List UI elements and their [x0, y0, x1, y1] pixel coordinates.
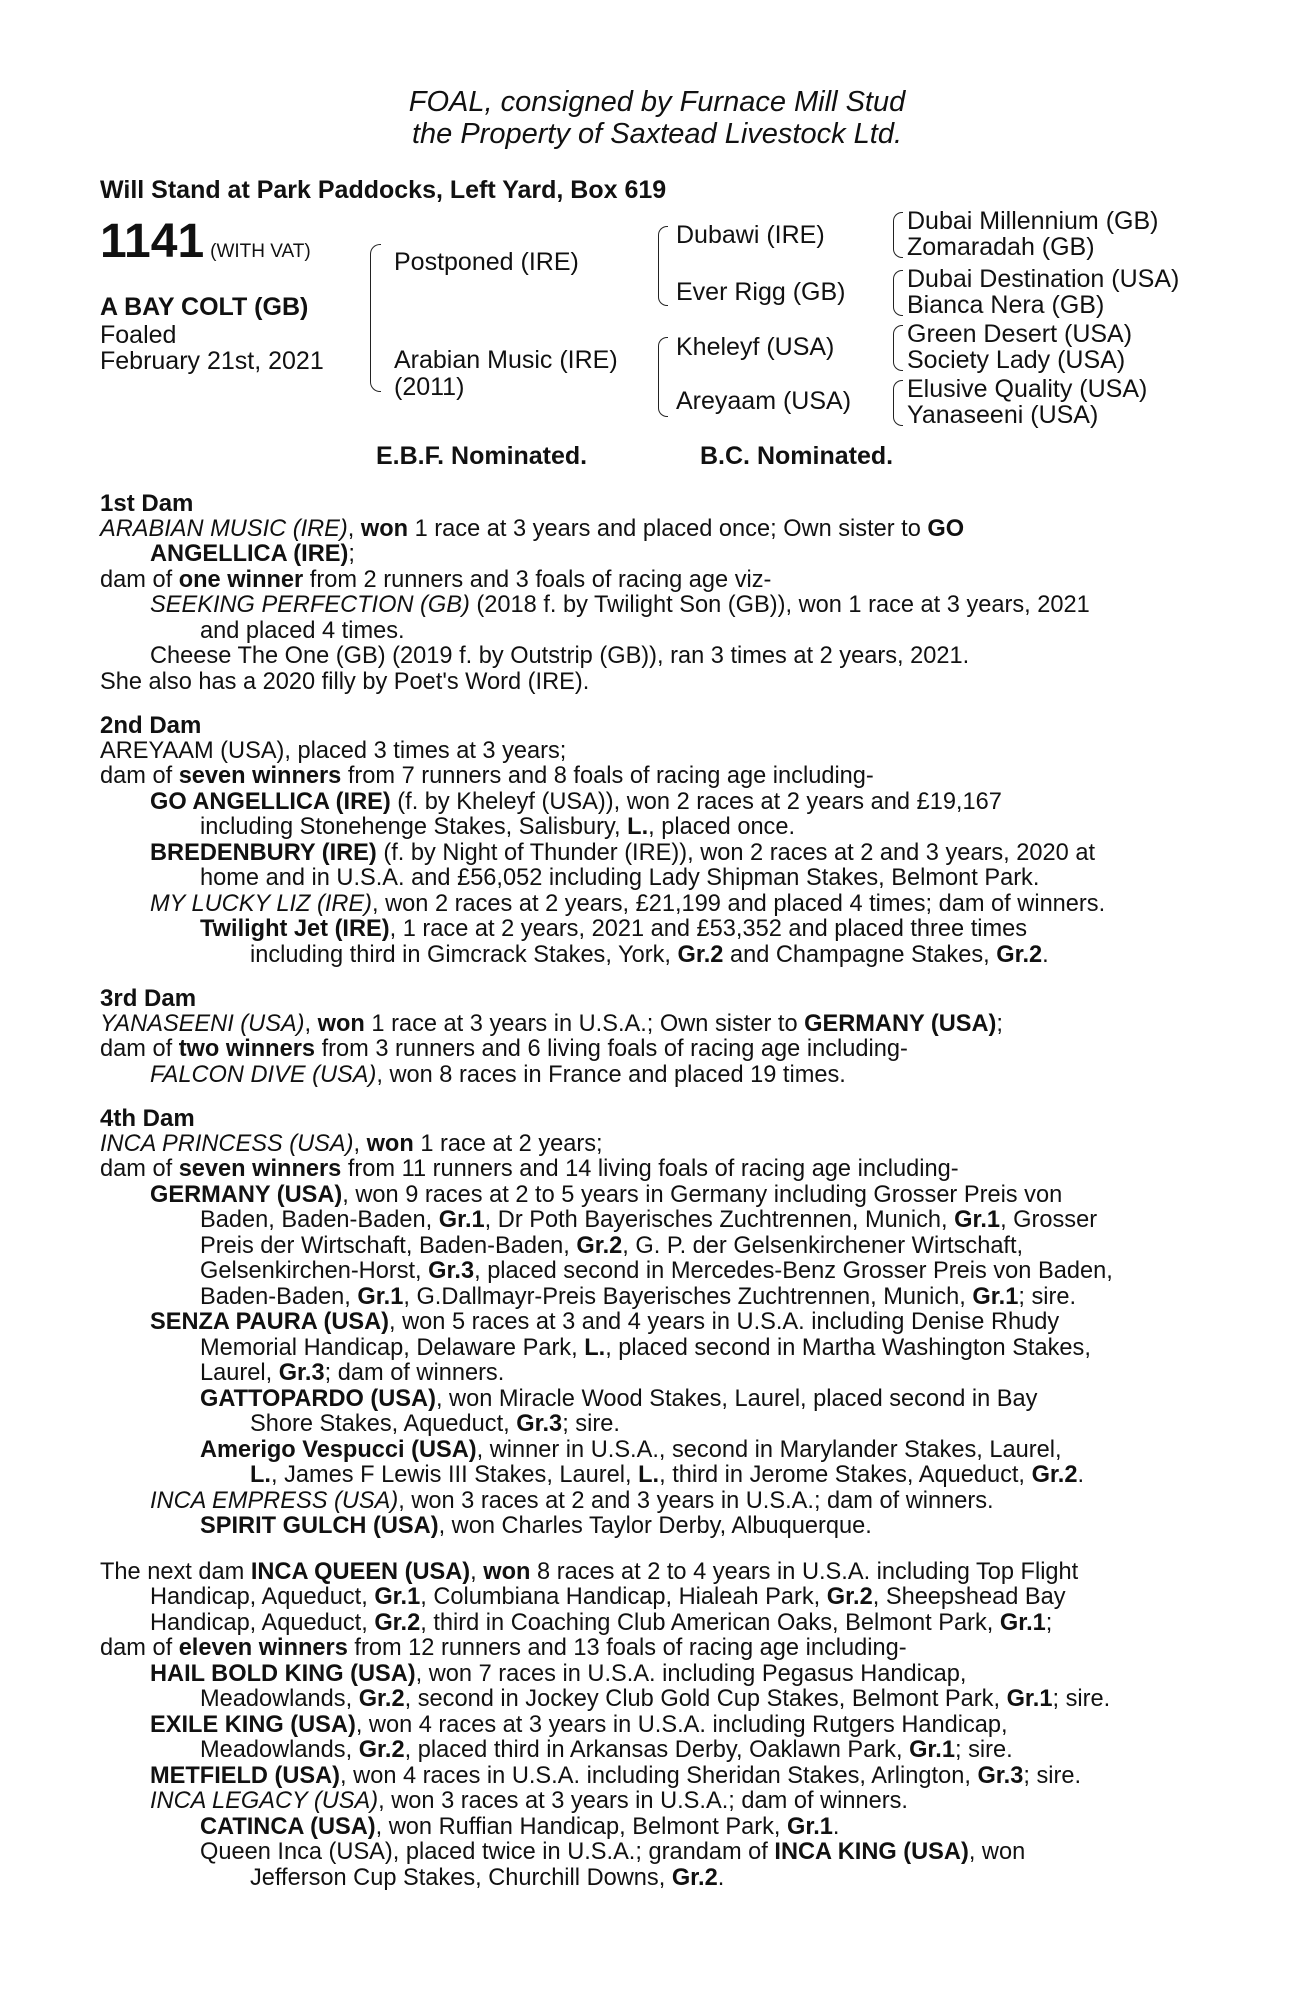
consignor-line-1: FOAL, consigned by Furnace Mill Stud	[408, 86, 906, 118]
grandsire-line-5: Green Desert (USA)	[907, 320, 1133, 348]
dam1-title: 1st Dam	[100, 490, 194, 517]
brace-sire-parents	[658, 226, 668, 306]
next-grandprogeny-2: Queen Inca (USA), placed twice in U.S.A.; grandam of INCA KING (USA), won	[200, 1839, 1026, 1865]
foaled-date: February 21st, 2021	[100, 347, 324, 375]
next-grandprogeny-1: CATINCA (USA), won Ruffian Handicap, Belmont Park, Gr.1.	[200, 1813, 840, 1840]
next-dam-cont-1: Handicap, Aqueduct, Gr.1, Columbiana Handicap, Hialeah Park, Gr.2, Sheepshead Bay	[150, 1584, 1066, 1610]
dam4-progeny-1-cont-2: Preis der Wirtschaft, Baden-Baden, Gr.2, G. P. der Gelsenkirchener Wirtschaft,	[200, 1232, 1024, 1259]
sire-name: Postponed (IRE)	[394, 248, 579, 276]
ebf-nomination: E.B.F. Nominated.	[376, 442, 588, 470]
dam4-grandprogeny-1-cont: Shore Stakes, Aqueduct, Gr.3; sire.	[250, 1411, 620, 1437]
horse-description: A BAY COLT (GB)	[100, 293, 309, 321]
dam2-title: 2nd Dam	[100, 712, 202, 739]
dam2-grandprogeny-1: Twilight Jet (IRE), 1 race at 2 years, 2021 and £53,352 and placed three times	[200, 916, 1028, 942]
grandsire-line-6: Society Lady (USA)	[907, 346, 1126, 374]
grandsire-line-3: Dubai Destination (USA)	[907, 265, 1180, 293]
dam4-grandprogeny-2-cont: L., James F Lewis III Stakes, Laurel, L., third in Jerome Stakes, Aqueduct, Gr.2.	[250, 1462, 1085, 1488]
brace-g56	[893, 325, 903, 371]
dam4-title: 4th Dam	[100, 1105, 195, 1132]
sire-sire: Dubawi (IRE)	[676, 221, 825, 249]
vat-note: (WITH VAT)	[210, 241, 311, 262]
grandsire-line-7: Elusive Quality (USA)	[907, 375, 1148, 403]
stand-location: Will Stand at Park Paddocks, Left Yard, Box 619	[100, 176, 667, 204]
dam2-grandprogeny-1-cont: including third in Gimcrack Stakes, York, Gr.2 and Champagne Stakes, Gr.2.	[250, 941, 1049, 968]
brace-g12	[893, 212, 903, 258]
next-progeny-4: INCA LEGACY (USA), won 3 races at 3 years in U.S.A.; dam of winners.	[150, 1788, 908, 1814]
dam4-progeny-2-cont-1: Memorial Handicap, Delaware Park, L., placed second in Martha Washington Stakes,	[200, 1334, 1091, 1361]
family-body	[100, 491, 1205, 1891]
dam4-progeny-1-cont-1: Baden, Baden-Baden, Gr.1, Dr Poth Bayerisches Zuchtrennen, Munich, Gr.1, Grosser	[200, 1207, 1098, 1233]
lot-number-block	[100, 214, 311, 269]
dam1-progeny-1: SEEKING PERFECTION (GB) (2018 f. by Twilight Son (GB)), won 1 race at 3 years, 2021	[150, 592, 1090, 618]
dam4-progeny-1-cont-4: Baden-Baden, Gr.1, G.Dallmayr-Preis Bayerisches Zuchtrennen, Munich, Gr.1; sire.	[200, 1283, 1077, 1310]
dam4-line: INCA PRINCESS (USA), won 1 race at 2 years;	[100, 1130, 603, 1157]
dam2-progeny-1-cont: including Stonehenge Stakes, Salisbury, L., placed once.	[200, 814, 796, 840]
grandsire-line-8: Yanaseeni (USA)	[907, 401, 1099, 429]
grandsire-line-1: Dubai Millennium (GB)	[907, 207, 1159, 235]
dam4-grandprogeny-2: Amerigo Vespucci (USA), winner in U.S.A., second in Marylander Stakes, Laurel,	[200, 1436, 1062, 1463]
dam1-produce-line: dam of one winner from 2 runners and 3 foals of racing age viz-	[100, 566, 772, 593]
next-dam-produce-line: dam of eleven winners from 12 runners and 13 foals of racing age including-	[100, 1635, 907, 1661]
dam4-progeny-1: GERMANY (USA), won 9 races at 2 to 5 years in Germany including Grosser Preis von	[150, 1181, 1063, 1208]
dam1-progeny-2: Cheese The One (GB) (2019 f. by Outstrip (GB)), ran 3 times at 2 years, 2021.	[150, 643, 970, 669]
lot-number: 1141	[100, 215, 205, 268]
sire-dam: Ever Rigg (GB)	[676, 278, 846, 306]
dam3-title: 3rd Dam	[100, 985, 197, 1012]
dam4-grandprogeny-1: GATTOPARDO (USA), won Miracle Wood Stakes, Laurel, placed second in Bay	[200, 1385, 1038, 1412]
dam2-progeny-2-cont: home and in U.S.A. and £56,052 including Lady Shipman Stakes, Belmont Park.	[200, 865, 1040, 891]
dam-name: Arabian Music (IRE)	[394, 346, 618, 374]
dam1-line-cont: ANGELLICA (IRE);	[150, 541, 355, 567]
consignor-line-2: the Property of Saxtead Livestock Ltd.	[411, 118, 903, 150]
next-dam-line: The next dam INCA QUEEN (USA), won 8 races at 2 to 4 years in U.S.A. including Top Flight	[100, 1558, 1079, 1585]
dam4-grandprogeny-3: SPIRIT GULCH (USA), won Charles Taylor Derby, Albuquerque.	[200, 1513, 872, 1539]
next-grandprogeny-2-cont: Jefferson Cup Stakes, Churchill Downs, Gr.2.	[250, 1864, 725, 1891]
next-progeny-3: METFIELD (USA), won 4 races in U.S.A. including Sheridan Stakes, Arlington, Gr.3; sire.	[150, 1762, 1082, 1789]
next-dam-cont-2: Handicap, Aqueduct, Gr.2, third in Coaching Club American Oaks, Belmont Park, Gr.1;	[150, 1609, 1053, 1636]
grandsire-line-4: Bianca Nera (GB)	[907, 291, 1105, 319]
brace-g78	[893, 380, 903, 426]
dam2-line: AREYAAM (USA), placed 3 times at 3 years;	[100, 737, 567, 764]
dam2-progeny-3: MY LUCKY LIZ (IRE), won 2 races at 2 years, £21,199 and placed 4 times; dam of winners.	[150, 890, 1106, 917]
dam-dam: Areyaam (USA)	[676, 387, 852, 415]
dam-sire: Kheleyf (USA)	[676, 333, 835, 361]
brace-dam-parents	[658, 337, 668, 417]
foaled-label: Foaled	[100, 321, 177, 349]
dam4-progeny-1-cont-3: Gelsenkirchen-Horst, Gr.3, placed second in Mercedes-Benz Grosser Preis von Baden,	[200, 1258, 1113, 1284]
brace-sire-dam	[370, 244, 381, 392]
next-progeny-2-cont: Meadowlands, Gr.2, placed third in Arkansas Derby, Oaklawn Park, Gr.1; sire.	[200, 1737, 1013, 1763]
next-progeny-1: HAIL BOLD KING (USA), won 7 races in U.S.A. including Pegasus Handicap,	[150, 1660, 967, 1687]
dam4-progeny-2-cont-2: Laurel, Gr.3; dam of winners.	[200, 1360, 505, 1386]
dam3-line: YANASEENI (USA), won 1 race at 3 years in U.S.A.; Own sister to GERMANY (USA);	[100, 1010, 1003, 1037]
dam4-progeny-2: SENZA PAURA (USA), won 5 races at 3 and 4 years in U.S.A. including Denise Rhudy	[150, 1309, 1060, 1335]
next-progeny-1-cont: Meadowlands, Gr.2, second in Jockey Club Gold Cup Stakes, Belmont Park, Gr.1; sire.	[200, 1686, 1111, 1712]
dam4-progeny-3: INCA EMPRESS (USA), won 3 races at 2 and 3 years in U.S.A.; dam of winners.	[150, 1487, 994, 1514]
dam3-produce-line: dam of two winners from 3 runners and 6 living foals of racing age including-	[100, 1036, 908, 1062]
next-progeny-2: EXILE KING (USA), won 4 races at 3 years in U.S.A. including Rutgers Handicap,	[150, 1711, 1008, 1738]
dam1-line: ARABIAN MUSIC (IRE), won 1 race at 3 years and placed once; Own sister to GO	[100, 515, 965, 542]
dam3-progeny-1: FALCON DIVE (USA), won 8 races in France and placed 19 times.	[150, 1061, 846, 1088]
dam-year: (2011)	[394, 373, 465, 401]
dam2-progeny-1: GO ANGELLICA (IRE) (f. by Kheleyf (USA)), won 2 races at 2 years and £19,167	[150, 788, 1002, 815]
dam2-produce-line: dam of seven winners from 7 runners and 8 foals of racing age including-	[100, 763, 874, 789]
grandsire-line-2: Zomaradah (GB)	[907, 233, 1095, 261]
dam2-progeny-2: BREDENBURY (IRE) (f. by Night of Thunder (IRE)), won 2 races at 2 and 3 years, 2020 at	[150, 839, 1096, 866]
dam1-progeny-3: She also has a 2020 filly by Poet's Word (IRE).	[100, 668, 590, 695]
dam4-produce-line: dam of seven winners from 11 runners and 14 living foals of racing age including-	[100, 1156, 959, 1182]
dam1-progeny-1-cont: and placed 4 times.	[200, 617, 405, 644]
bc-nomination: B.C. Nominated.	[700, 442, 894, 470]
brace-g34	[893, 270, 903, 316]
